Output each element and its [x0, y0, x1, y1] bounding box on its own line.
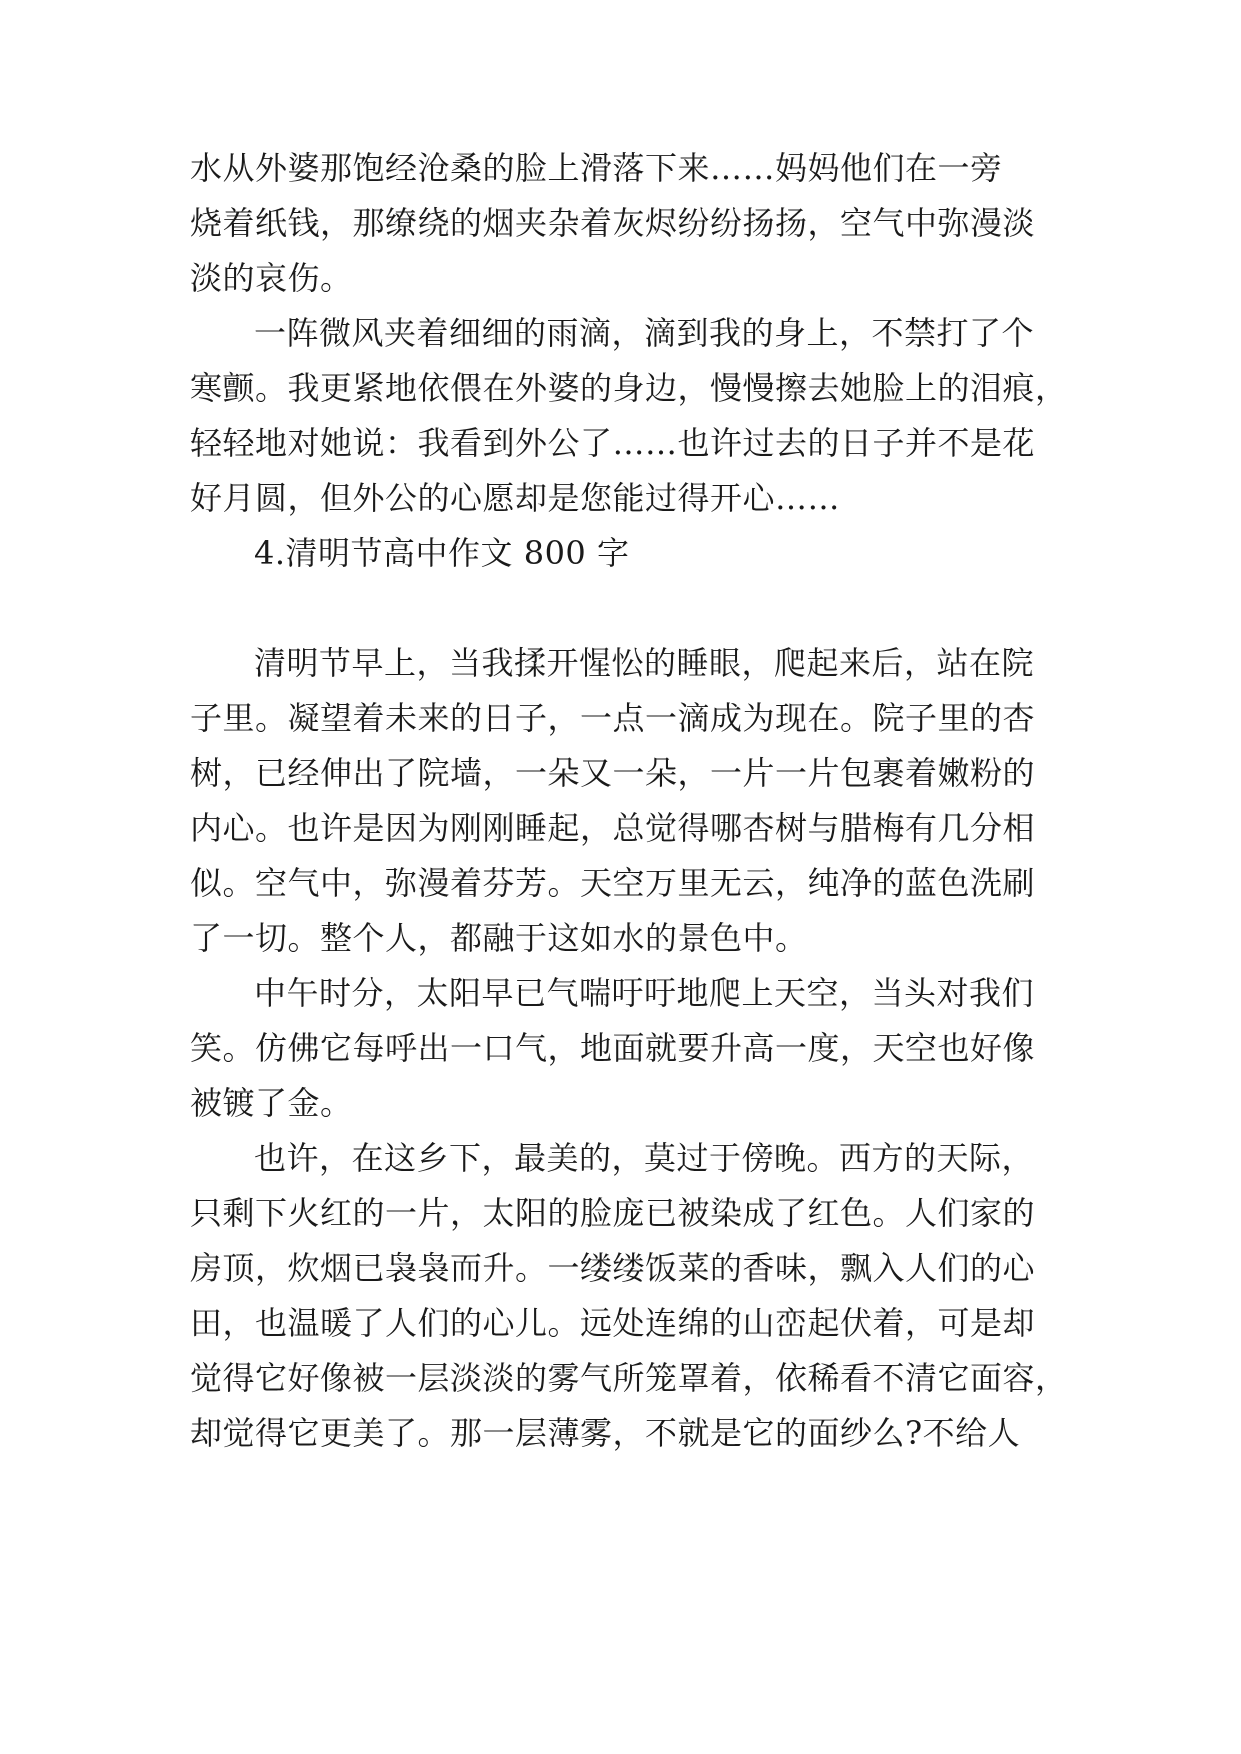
text-line: 却觉得它更美了。那一层薄雾，不就是它的面纱么?不给人	[190, 1414, 1021, 1452]
text-line: 田，也温暖了人们的心儿。远处连绵的山峦起伏着，可是却	[190, 1304, 1036, 1342]
text-line: 也许，在这乡下，最美的，莫过于傍晚。西方的天际，	[254, 1139, 1035, 1177]
text-line: 子里。凝望着未来的日子，一点一滴成为现在。院子里的杏	[190, 699, 1036, 737]
text-line: 笑。仿佛它每呼出一口气，地面就要升高一度，天空也好像	[190, 1029, 1036, 1067]
text-line: 被镀了金。	[190, 1084, 353, 1122]
text-line: 轻轻地对她说：我看到外公了……也许过去的日子并不是花	[190, 424, 1036, 462]
text-line: 树，已经伸出了院墙，一朵又一朵，一片一片包裹着嫩粉的	[190, 754, 1036, 792]
text-line: 水从外婆那饱经沧桑的脸上滑落下来……妈妈他们在一旁	[190, 149, 1003, 187]
text-line: 清明节早上，当我揉开惺忪的睡眼，爬起来后，站在院	[254, 644, 1035, 682]
text-line: 烧着纸钱，那缭绕的烟夹杂着灰烬纷纷扬扬，空气中弥漫淡	[190, 204, 1036, 242]
text-line: 一阵微风夹着细细的雨滴，滴到我的身上，不禁打了个	[254, 314, 1035, 352]
text-line: 觉得它好像被一层淡淡的雾气所笼罩着，依稀看不清它面容，	[190, 1359, 1068, 1397]
text-line: 淡的哀伤。	[190, 259, 353, 297]
text-line: 只剩下火红的一片，太阳的脸庞已被染成了红色。人们家的	[190, 1194, 1036, 1232]
text-line: 房顶，炊烟已袅袅而升。一缕缕饭菜的香味，飘入人们的心	[190, 1249, 1036, 1287]
text-line: 中午时分，太阳早已气喘吁吁地爬上天空，当头对我们	[254, 974, 1035, 1012]
text-line: 似。空气中，弥漫着芬芳。天空万里无云，纯净的蓝色洗刷	[190, 864, 1036, 902]
text-line: 好月圆，但外公的心愿却是您能过得开心……	[190, 479, 841, 517]
section-heading: 4.清明节高中作文 800 字	[254, 534, 630, 572]
text-line: 了一切。整个人，都融于这如水的景色中。	[190, 919, 808, 957]
text-line: 寒颤。我更紧地依偎在外婆的身边，慢慢擦去她脸上的泪痕，	[190, 369, 1068, 407]
text-line: 内心。也许是因为刚刚睡起，总觉得哪杏树与腊梅有几分相	[190, 809, 1036, 847]
